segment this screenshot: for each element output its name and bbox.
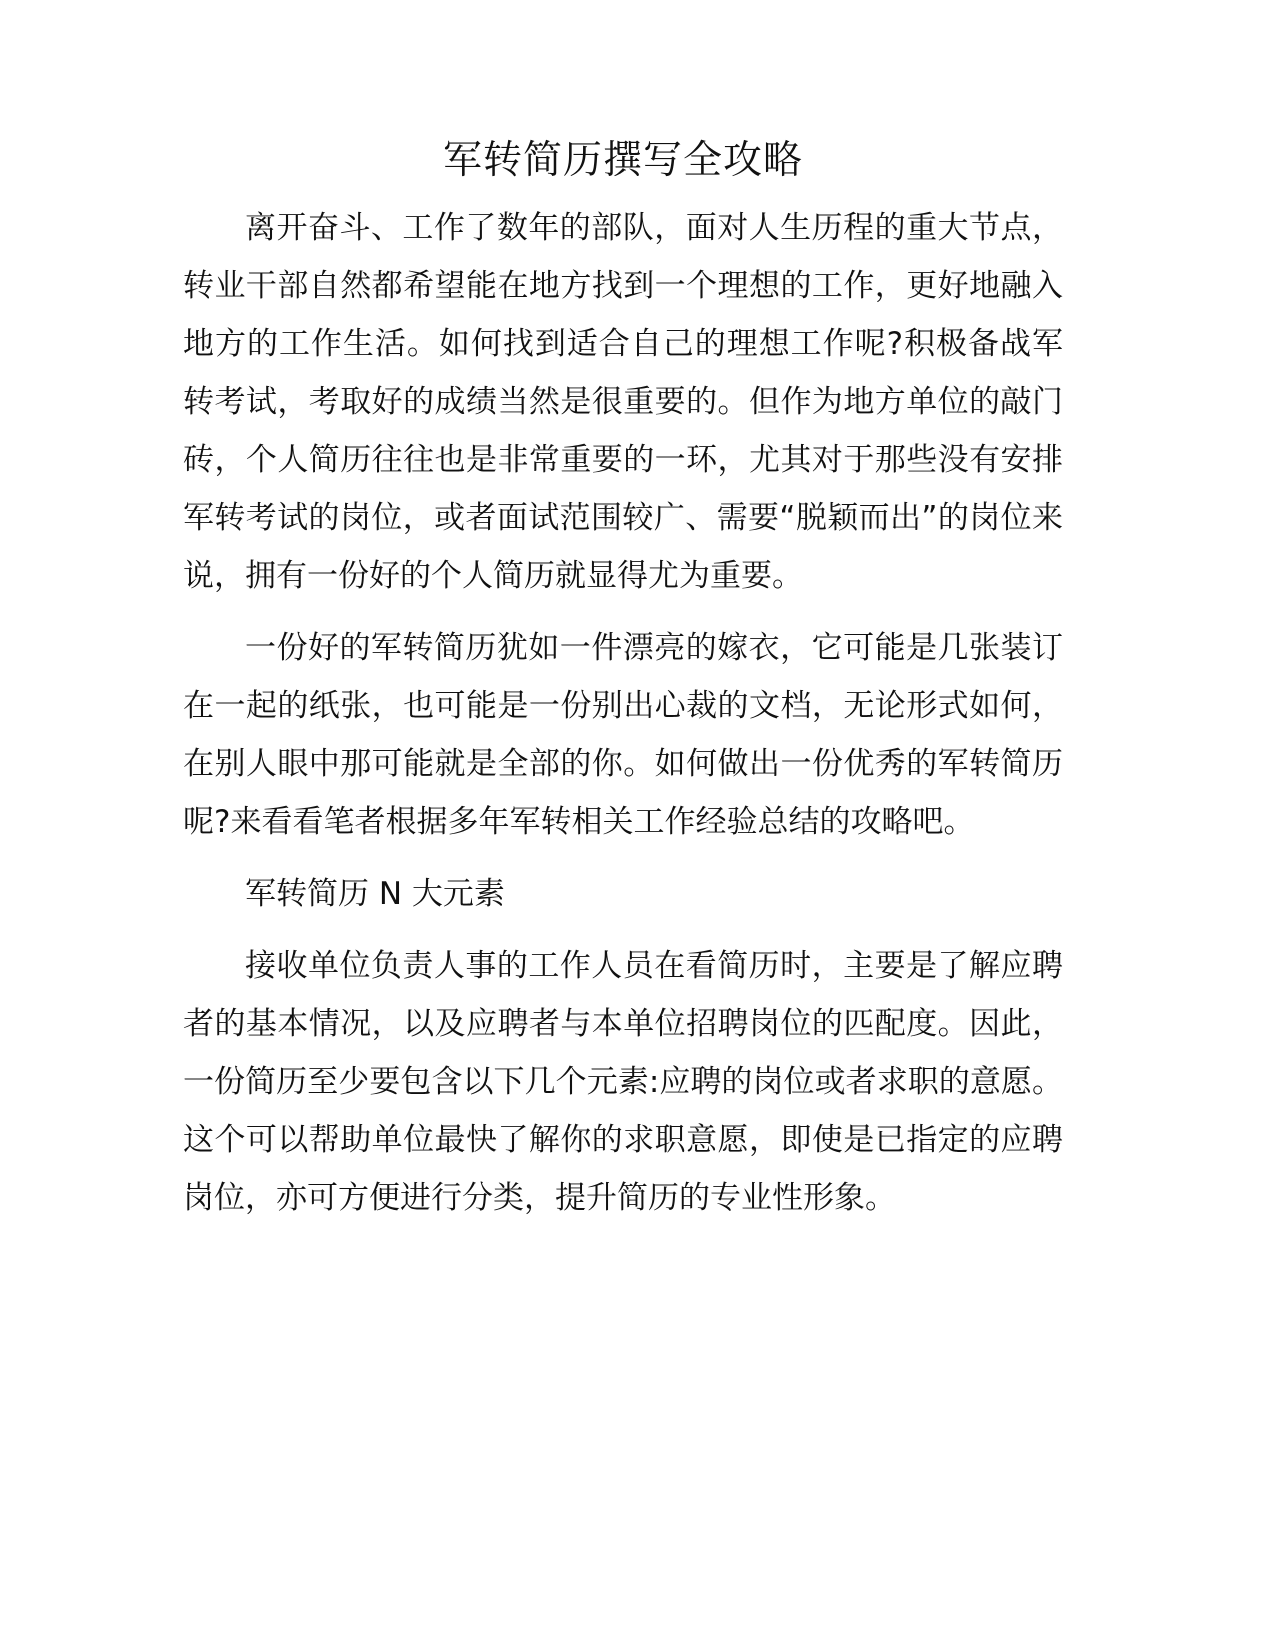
document-body (183, 138, 1063, 1241)
paragraph-intro: 离开奋斗、工作了数年的部队，面对人生历程的重大节点，转业干部自然都希望能在地方找到一个理想的工作，更好地融入地方的工作生活。如何找到适合自己的理想工作呢?积极备战军转考试，考取好的成绩当然是很重要的。但作为地方单位的敲门砖，个人简历往往也是非常重要的一环，尤其对于那些没有安排军转考试的岗位，或者面试范围较广、需要“脱颖而出”的岗位来说，拥有一份好的个人简历就显得尤为重要。 (183, 209, 1063, 594)
paragraph-resume-analogy: 一份好的军转简历犹如一件漂亮的嫁衣，它可能是几张装订在一起的纸张，也可能是一份别出心裁的文档，无论形式如何，在别人眼中那可能就是全部的你。如何做出一份优秀的军转简历呢?来看看笔者根据多年军转相关工作经验总结的攻略吧。 (183, 629, 1063, 840)
paragraph-elements: 接收单位负责人事的工作人员在看简历时，主要是了解应聘者的基本情况，以及应聘者与本单位招聘岗位的匹配度。因此，一份简历至少要包含以下几个元素:应聘的岗位或者求职的意愿。这个可以帮助单位最快了解你的求职意愿，即使是已指定的应聘岗位，亦可方便进行分类，提升简历的专业性形象。 (183, 947, 1063, 1216)
section-heading-elements: 军转简历 N 大元素 (245, 875, 505, 912)
document-title: 军转简历撰写全攻略 (442, 138, 803, 183)
